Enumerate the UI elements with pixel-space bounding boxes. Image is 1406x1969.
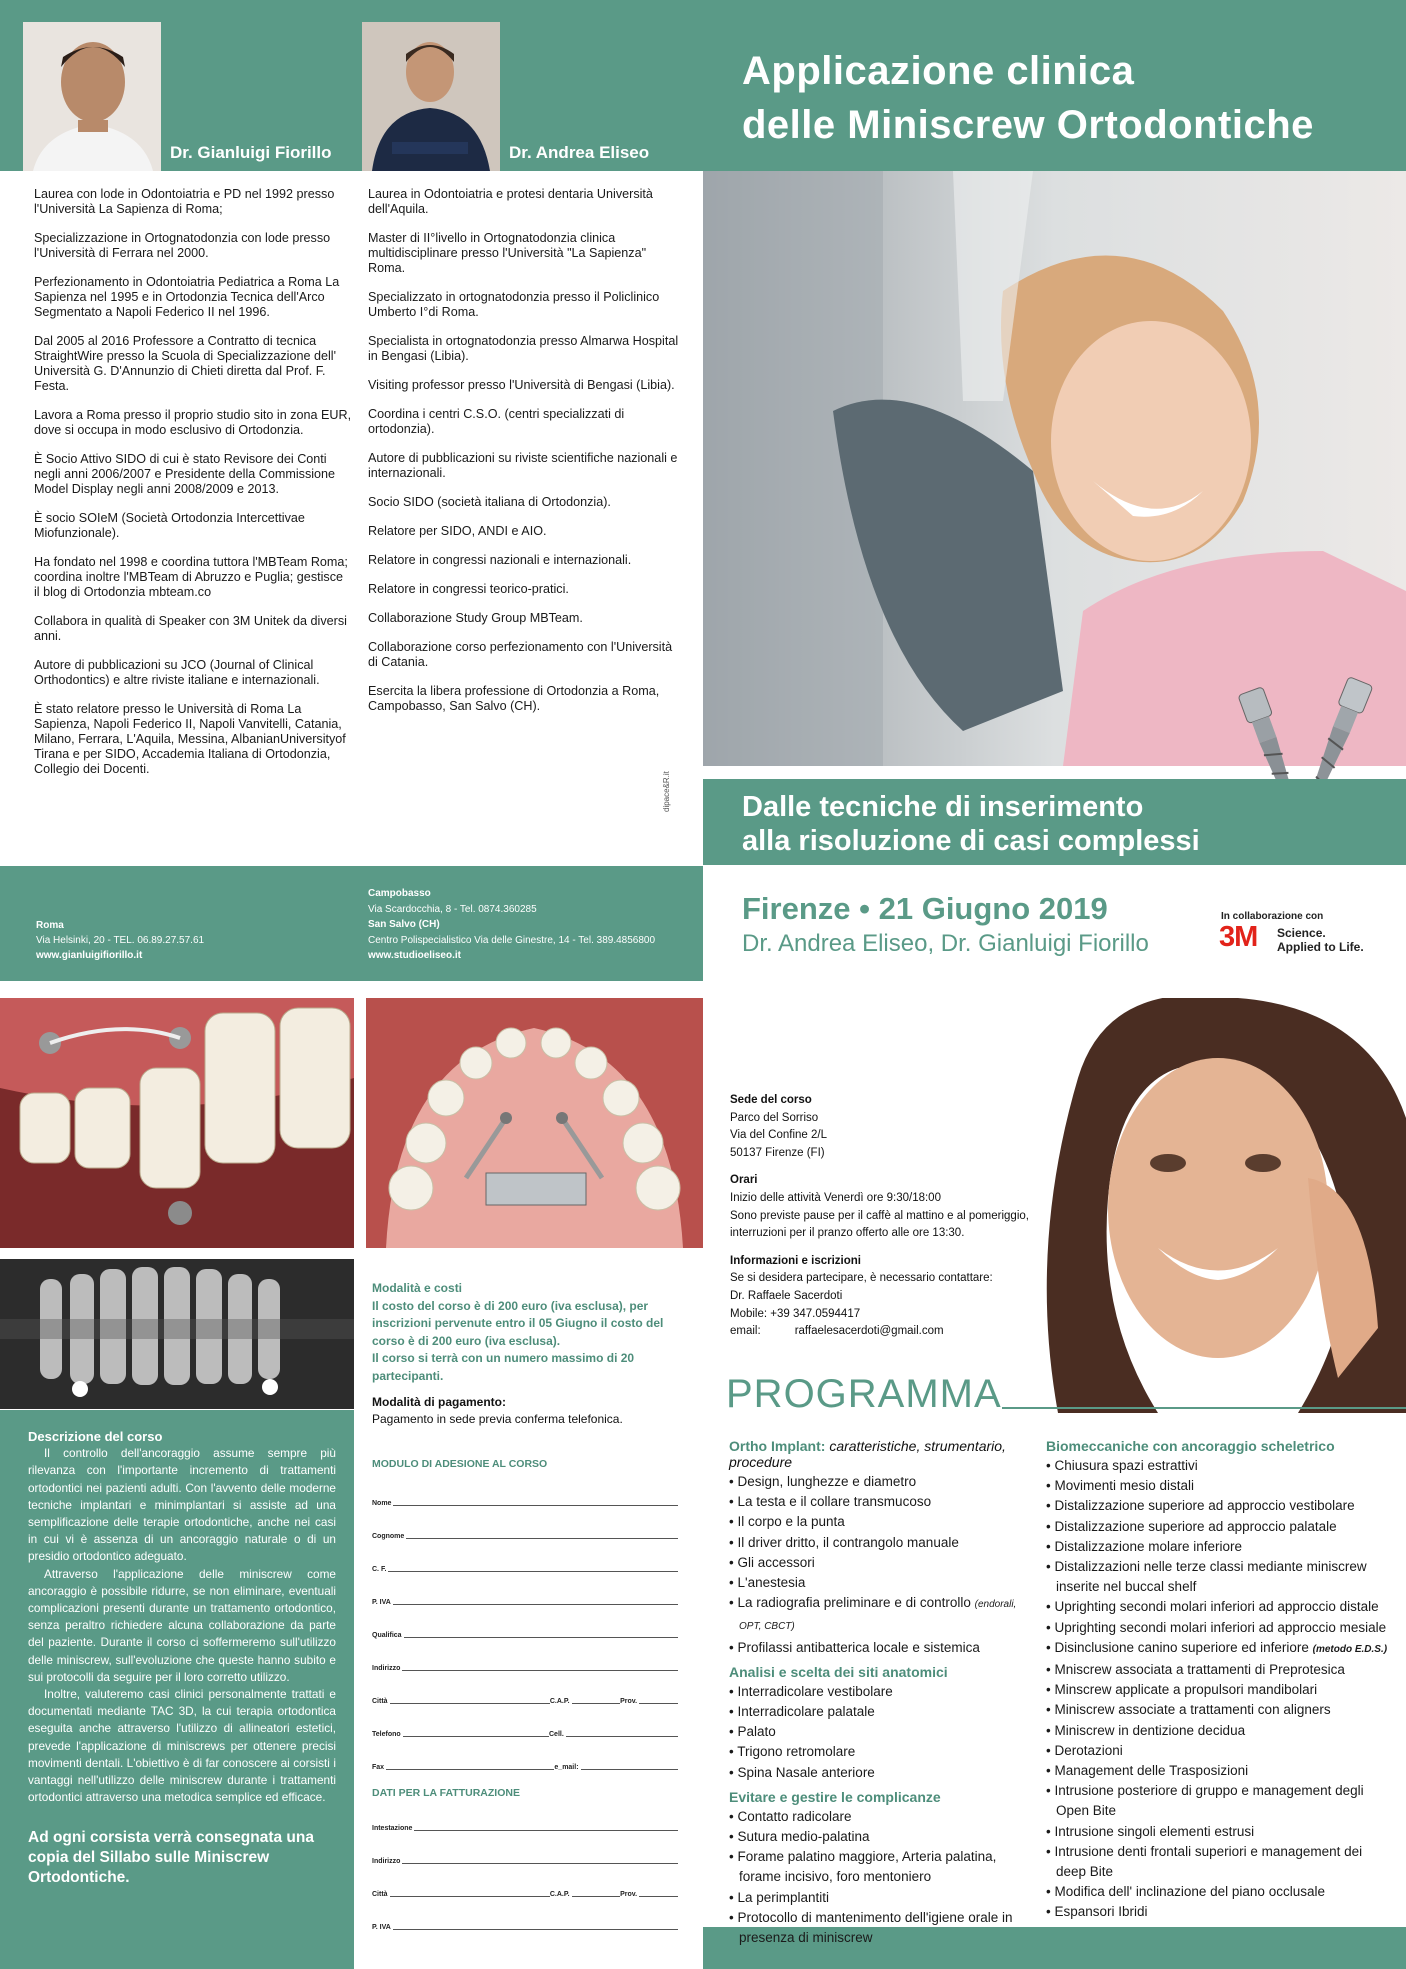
- contact-eliseo: [368, 886, 655, 964]
- venue-line1: Parco del Sorriso: [730, 1111, 819, 1124]
- bio1-paragraph: È socio SOIeM (Società Ortodonzia Intercettivae Miofunzionale).: [34, 511, 305, 540]
- billing-row-citta[interactable]: [372, 1865, 678, 1898]
- bio2-paragraph: Relatore in congressi nazionali e internazionali.: [368, 553, 632, 567]
- program-item-text: Design, lunghezze e diametro: [737, 1474, 917, 1489]
- registration-form: [372, 1458, 678, 1931]
- program-item: [729, 1573, 1039, 1593]
- program-section-heading: [729, 1789, 1039, 1805]
- doctor2-name: Dr. Andrea Eliseo: [509, 143, 650, 162]
- program-item: [1046, 1721, 1392, 1741]
- program-item-text: Intrusione singoli elementi estrusi: [1054, 1823, 1255, 1839]
- program-item: [729, 1553, 1039, 1573]
- form-field-line: [388, 1571, 678, 1572]
- bio2-paragraph: Socio SIDO (società italiana di Ortodonzia).: [368, 495, 611, 509]
- program-item: [729, 1472, 1039, 1492]
- program-item-text: Miniscrew in dentizione decidua: [1054, 1722, 1246, 1738]
- program-item: [1046, 1882, 1392, 1902]
- form-row-field[interactable]: [372, 1606, 678, 1639]
- program-item-text: Sutura medio-palatina: [737, 1829, 870, 1845]
- program-item-text: Interradicolare vestibolare: [737, 1683, 893, 1699]
- program-item: [1046, 1822, 1392, 1842]
- program-item-text: Il corpo e la punta: [737, 1514, 845, 1530]
- form-row-field[interactable]: [372, 1507, 678, 1540]
- program-item: [1046, 1842, 1392, 1882]
- program-item-text: Disinclusione canino superiore ed inferiore: [1054, 1639, 1309, 1655]
- form-label-cap: C.A.P.: [549, 1698, 570, 1705]
- program-item-text: Intrusione denti frontali superiori e management dei deep Bite: [1054, 1843, 1363, 1880]
- program-item: [1046, 1597, 1392, 1617]
- info-email-label: email:: [730, 1325, 761, 1338]
- cb-city: Campobasso: [368, 888, 431, 899]
- roma-address: Via Helsinki, 20 - TEL. 06.89.27.57.61: [36, 935, 205, 946]
- hours-line3: interruzioni per il pranzo offerto alle ore 13:30.: [730, 1227, 965, 1240]
- program-item-text: Profilassi antibatterica locale e sistemica: [737, 1639, 980, 1655]
- costs-title: Modalità e costi: [372, 1281, 463, 1295]
- form-row-field[interactable]: [372, 1639, 678, 1672]
- program-item-text: Protocollo di mantenimento dell'igiene orale in presenza di miniscrew: [737, 1909, 1013, 1946]
- description-p3: Inoltre, valuteremo casi clinici personalmente trattati e documentati mediante TAC 3D, la cui terapia ortodontica eseguita anche attraverso l'utilizzo di allineatori estetici, prevede l'applicazione di miniscrews per ottenere precisi movimenti dentali. L'obiettivo è di far conoscere ai corsisti i vantaggi nell'utilizzo delle miniscrew durante i trattamenti ortodontici attraverso una metodica semplice ed efficace.: [28, 1687, 336, 1805]
- tagline-1: Science.: [1277, 926, 1326, 940]
- program-item: [1046, 1557, 1392, 1597]
- form-label-email: e_mail:: [554, 1764, 579, 1771]
- costs-section: [372, 1280, 690, 1429]
- program-item: [729, 1847, 1039, 1887]
- form-field-line: [393, 1604, 678, 1605]
- smiling-woman-photo: [1038, 998, 1406, 1413]
- program-item: [729, 1888, 1039, 1908]
- form-field-line: [406, 1538, 678, 1539]
- course-subtitle: [742, 790, 1200, 858]
- billing-field-label: Indirizzo: [372, 1858, 401, 1865]
- program-item: [729, 1827, 1039, 1847]
- bio2-paragraph: Laurea in Odontoiatria e protesi dentaria Università dell'Aquila.: [368, 187, 653, 216]
- info-title: Informazioni e iscrizioni: [730, 1254, 861, 1267]
- program-item-text: Forame palatino maggiore, Arteria palatina, forame incisivo, foro mentoniero: [737, 1849, 997, 1885]
- program-item-text: Minscrew applicate a propulsori mandibolari: [1054, 1682, 1318, 1698]
- form-title: MODULO DI ADESIONE AL CORSO: [372, 1458, 548, 1470]
- form-field-line: [402, 1670, 678, 1671]
- form-row-citta[interactable]: [372, 1672, 678, 1705]
- payment-text: Pagamento in sede previa conferma telefonica.: [372, 1412, 623, 1427]
- program-item-text: Management delle Trasposizioni: [1054, 1763, 1249, 1779]
- billing-field-label: Intestazione: [372, 1825, 413, 1832]
- program-item-text: L'anestesia: [737, 1575, 806, 1591]
- doctor2-photo: [362, 22, 500, 171]
- description-p2: Attraverso l'applicazione delle miniscrew come ancoraggio è possibile ridurre, se non eliminare, eventuali complicazioni presenti durante un trattamento ortodontico, senza peraltro richiedere alcuna collaborazione da parte del paziente. Durante il corso ci soffermeremo sull'utilizzo delle miniscrew, sull'evoluzione che queste hanno subito e sui protocolli da seguire per il loro corretto utilizzo.: [28, 1566, 336, 1684]
- program-item: [1046, 1700, 1392, 1720]
- bio1-paragraph: È Socio Attivo SIDO di cui è stato Revisore dei Conti negli anni 2006/2007 e Presidente della Commissione Model Display negli anni 2008/2009 e 2013.: [34, 452, 336, 496]
- program-item-text: Mniscrew associata a trattamenti di Preprotesica: [1054, 1662, 1345, 1678]
- program-item: [1046, 1902, 1392, 1922]
- program-item-note: (metodo E.D.S.): [1312, 1643, 1388, 1655]
- program-item-text: Distalizzazione superiore ad approccio palatale: [1054, 1518, 1337, 1534]
- clinical-photo-2: [366, 998, 703, 1248]
- ss-address: Centro Polispecialistico Via delle Ginestre, 14 - Tel. 389.4856800: [368, 934, 656, 946]
- form-field-label: Indirizzo: [372, 1665, 401, 1672]
- description-closing: Ad ogni corsista verrà consegnata una copia del Sillabo sulle Miniscrew Ortodontiche.: [28, 1829, 314, 1887]
- hours-line1: Inizio delle attività Venerdì ore 9:30/18:00: [730, 1191, 941, 1204]
- roma-website[interactable]: www.gianluigifiorillo.it: [36, 950, 143, 961]
- program-item: [729, 1908, 1039, 1948]
- program-item-text: La testa e il collare transmucoso: [737, 1494, 932, 1510]
- venue-line2: Via del Confine 2/L: [730, 1129, 827, 1142]
- bio1-paragraph: Collabora in qualità di Speaker con 3M Unitek da diversi anni.: [34, 614, 347, 643]
- contact-roma: [36, 918, 204, 963]
- program-item-text: Il driver dritto, il contrangolo manuale: [737, 1534, 959, 1550]
- form-row-telefono[interactable]: [372, 1705, 678, 1738]
- form-field-label: Nome: [372, 1500, 392, 1507]
- bio1-paragraph: Autore di pubblicazioni su JCO (Journal of Clinical Orthodontics) e altre riviste italiane e internazionali.: [34, 658, 320, 687]
- bio-fiorillo: [34, 187, 352, 791]
- program-item-text: Espansori Ibridi: [1054, 1904, 1148, 1920]
- program-item-text: Gli accessori: [737, 1554, 815, 1570]
- bio1-paragraph: Lavora a Roma presso il proprio studio sito in zona EUR, dove si occupa in modo esclusivo di Ortodonzia.: [34, 408, 352, 437]
- program-item-text: Intrusione posteriore di gruppo e management degli Open Bite: [1054, 1783, 1364, 1819]
- program-item: [1046, 1741, 1392, 1761]
- program-item-text: Modifica dell' inclinazione del piano occlusale: [1054, 1884, 1325, 1900]
- form-row-field[interactable]: [372, 1474, 678, 1507]
- subtitle-line2: alla risoluzione di casi complessi: [742, 825, 1200, 857]
- bio2-paragraph: Autore di pubblicazioni su riviste scientifiche nazionali e internazionali.: [368, 451, 678, 480]
- program-item: [729, 1593, 1039, 1637]
- billing-row-field[interactable]: [372, 1832, 678, 1865]
- bio2-paragraph: Relatore per SIDO, ANDI e AIO.: [368, 524, 547, 538]
- program-item-text: Distalizzazione molare inferiore: [1054, 1538, 1243, 1554]
- info-email[interactable]: raffaelesacerdoti@gmail.com: [794, 1325, 944, 1338]
- bio2-paragraph: Collaborazione corso perfezionamento con l'Università di Catania.: [368, 640, 673, 669]
- miniscrew-illustration-front: [1230, 676, 1380, 906]
- cb-address: Via Scardocchia, 8 - Tel. 0874.360285: [368, 903, 537, 915]
- program-item: [1046, 1496, 1392, 1516]
- bio2-paragraph: Coordina i centri C.S.O. (centri specializzati di ortodonzia).: [368, 407, 625, 436]
- subtitle-line1: Dalle tecniche di inserimento: [742, 791, 1144, 823]
- description-p1: Il controllo dell'ancoraggio assume sempre più rilevanza con l'importante incremento di trattamenti ortodontici nei pazienti adulti. Con l'avvento delle moderne tecniche implantari e minimplantari si assiste ad una semplificazione delle terapie ortodontiche, anche nei casi in cui vi è assenza di un ancoraggio naturale o di un presidio ortodontico adeguato.: [28, 1446, 336, 1564]
- program-item: [729, 1763, 1039, 1783]
- form-label-citta: Città: [372, 1698, 388, 1705]
- program-item-text: Chiusura spazi estrattivi: [1054, 1458, 1198, 1473]
- program-item-text: La radiografia preliminare e di controllo: [737, 1595, 971, 1611]
- program-item-text: Uprighting secondi molari inferiori ad approccio distale: [1054, 1599, 1379, 1615]
- program-item: [1046, 1781, 1392, 1821]
- bio2-paragraph: Esercita la libera professione di Ortodonzia a Roma, Campobasso, San Salvo (CH).: [368, 684, 660, 713]
- program-item-text: Interradicolare palatale: [737, 1704, 875, 1720]
- bio2-paragraph: Master di II°livello in Ortognatodonzia clinica multidisciplinare presso l'Università "La Sapienza" Roma.: [368, 231, 647, 275]
- program-item-text: Movimenti mesio distali: [1054, 1478, 1195, 1494]
- billing-title: DATI PER LA FATTURAZIONE: [372, 1787, 520, 1799]
- program-item: [729, 1533, 1039, 1553]
- info-email-row: [730, 1323, 1050, 1341]
- program-heading-rule: [1002, 1407, 1406, 1409]
- venue-line3: 50137 Firenze (FI): [730, 1146, 825, 1159]
- program-item: [1046, 1537, 1392, 1557]
- program-item-text: Uprighting secondi molari inferiori ad approccio mesiale: [1054, 1619, 1387, 1635]
- program-item-text: Trigono retromolare: [737, 1744, 856, 1760]
- course-venue-info: [730, 1092, 1050, 1341]
- doctor1-name: Dr. Gianluigi Fiorillo: [170, 143, 332, 162]
- program-item: [1046, 1680, 1392, 1700]
- bio1-paragraph: Perfezionamento in Odontoiatria Pediatrica a Roma La Sapienza nel 1995 e in Ortodonzia Tecnica dell'Arco Segmentato a Napoli Federico II nel 1996.: [34, 275, 340, 319]
- program-section-heading: [729, 1438, 1039, 1470]
- program-col1: [729, 1432, 1039, 1948]
- program-item-text: Palato: [737, 1724, 776, 1740]
- program-section-heading: [729, 1664, 1039, 1680]
- form-label-telefono: Telefono: [372, 1731, 401, 1738]
- course-title: [742, 44, 1314, 152]
- form-field-label: P. IVA: [372, 1599, 391, 1606]
- billing-row-field[interactable]: [372, 1799, 678, 1832]
- info-line3: Mobile: +39 347.0594417: [730, 1307, 861, 1320]
- doctor1-photo: [23, 22, 161, 171]
- payment-title: Modalità di pagamento:: [372, 1394, 507, 1409]
- program-item-text: Spina Nasale anteriore: [737, 1764, 875, 1780]
- bio1-paragraph: Dal 2005 al 2016 Professore a Contratto di tecnica StraightWire presso la Scuola di Specializzazione dell' Università G. D'Annunzio di Chieti diretta dal Prof. F. Festa.: [34, 334, 337, 393]
- program-item: [1046, 1456, 1392, 1476]
- course-title-line1: Applicazione clinica: [742, 49, 1135, 93]
- bio2-paragraph: Visiting professor presso l'Università di Bengasi (Libia).: [368, 378, 675, 392]
- program-item-text: Miniscrew associate a trattamenti con aligners: [1054, 1702, 1331, 1718]
- program-item: [1046, 1517, 1392, 1537]
- bio-eliseo: [368, 187, 684, 728]
- form-field-line: [404, 1637, 678, 1638]
- program-item: [729, 1722, 1039, 1742]
- billing-label-citta: Città: [372, 1891, 388, 1898]
- program-item-note: (endorali, OPT, CBCT): [739, 1599, 1017, 1633]
- program-item: [1046, 1476, 1392, 1496]
- program-heading: PROGRAMMA: [726, 1372, 1002, 1416]
- program-item: [729, 1492, 1039, 1512]
- program-item: [729, 1742, 1039, 1762]
- billing-row-piva[interactable]: [372, 1898, 678, 1931]
- program-item: [729, 1638, 1039, 1658]
- bio2-paragraph: Collaborazione Study Group MBTeam.: [368, 611, 583, 625]
- form-field-line: [393, 1505, 678, 1506]
- form-label-prov: Prov.: [620, 1698, 638, 1705]
- billing-field-line: [402, 1863, 678, 1864]
- clinical-photo-1: [0, 998, 354, 1248]
- eliseo-website[interactable]: www.studioeliseo.it: [368, 950, 461, 961]
- info-line1: Se si desidera partecipare, è necessario contattare:: [730, 1272, 993, 1285]
- program-title: [726, 1372, 1406, 1417]
- program-item: [1046, 1638, 1392, 1660]
- form-row-fax[interactable]: [372, 1738, 678, 1771]
- course-description: [28, 1428, 336, 1888]
- program-item-text: Contatto radicolare: [737, 1808, 852, 1824]
- form-row-field[interactable]: [372, 1573, 678, 1606]
- billing-field-line: [414, 1830, 678, 1831]
- program-item: [1046, 1660, 1392, 1680]
- program-item: [729, 1702, 1039, 1722]
- venue-title: Sede del corso: [730, 1094, 812, 1106]
- event-place-date: Firenze • 21 Giugno 2019: [742, 891, 1108, 926]
- hours-line2: Sono previste pause per il caffè al mattino e al pomeriggio,: [730, 1209, 1029, 1222]
- form-label-cell: Cell.: [549, 1731, 564, 1738]
- bio1-paragraph: È stato relatore presso le Università di Roma La Sapienza, Napoli Federico II, Napoli Vanvitelli, Catania, Milano, Ferrara, L'Aquila, Messina, AlbanianUniversityof Tirana e per SIDO, Accademia Italiana di Ortodonzia, Collegio dei Docenti.: [34, 702, 346, 776]
- program-item: [1046, 1761, 1392, 1781]
- program-item-text: Distalizzazioni nelle terze classi mediante miniscrew inserite nel buccal shelf: [1054, 1559, 1367, 1595]
- event-speakers: Dr. Andrea Eliseo, Dr. Gianluigi Fiorillo: [742, 930, 1149, 957]
- xray-photo: [0, 1259, 354, 1409]
- info-line2: Dr. Raffaele Sacerdoti: [730, 1289, 843, 1302]
- billing-label-prov: Prov.: [620, 1891, 638, 1898]
- form-field-label: Qualifica: [372, 1632, 402, 1639]
- collab-label: In collaborazione con: [1221, 911, 1324, 922]
- program-section-subtitle: caratteristiche, strumentario, procedure: [729, 1438, 1006, 1470]
- program-item-text: Distalizzazione superiore ad approccio vestibolare: [1054, 1498, 1355, 1514]
- program-item: [729, 1807, 1039, 1827]
- program-col2-heading: Biomeccaniche con ancoraggio scheletrico: [1046, 1438, 1335, 1454]
- bio2-paragraph: Specialista in ortognatodonzia presso Almarwa Hospital in Bengasi (Libia).: [368, 334, 679, 363]
- form-field-label: Cognome: [372, 1533, 405, 1540]
- costs-text2: Il corso si terrà con un numero massimo di 20 partecipanti.: [372, 1351, 635, 1383]
- design-credit: dipace&R.it: [662, 771, 671, 812]
- course-title-line2: delle Miniscrew Ortodontiche: [742, 103, 1314, 147]
- form-row-field[interactable]: [372, 1540, 678, 1573]
- program-section-title: Evitare e gestire le complicanze: [729, 1788, 941, 1805]
- bio1-paragraph: Specializzazione in Ortognatodonzia con lode presso l'Università di Ferrara nel 2000.: [34, 231, 331, 260]
- form-label-fax: Fax: [372, 1764, 385, 1771]
- program-section-title: Analisi e scelta dei siti anatomici: [729, 1663, 948, 1680]
- bio2-paragraph: Specializzato in ortognatodonzia presso il Policlinico Umberto I°di Roma.: [368, 290, 660, 319]
- program-col2: [1046, 1432, 1392, 1923]
- roma-city: Roma: [36, 920, 64, 931]
- hours-title: Orari: [730, 1174, 758, 1187]
- bio1-paragraph: Laurea con lode in Odontoiatria e PD nel 1992 presso l'Università La Sapienza di Roma;: [34, 187, 335, 216]
- billing-label-cap: C.A.P.: [549, 1891, 570, 1898]
- description-title: Descrizione del corso: [28, 1429, 163, 1444]
- form-field-label: C. F.: [372, 1566, 387, 1573]
- logo-3m-tagline: [1277, 926, 1364, 954]
- costs-text: Il costo del corso è di 200 euro (iva esclusa), per inscrizioni pervenute entro il 05 Giugno il costo del corso è di 200 euro (iva esclusa).: [372, 1298, 664, 1348]
- program-item-text: Derotazioni: [1054, 1742, 1123, 1758]
- program-item: [729, 1512, 1039, 1532]
- logo-3m: 3M: [1219, 921, 1258, 953]
- program-item: [1046, 1618, 1392, 1638]
- ss-city: San Salvo (CH): [368, 919, 440, 930]
- bio1-paragraph: Ha fondato nel 1998 e coordina tuttora l'MBTeam Roma; coordina inoltre l'MBTeam di Abruzzo e Puglia; gestisce il blog di Ortodonzia mbteam.co: [34, 555, 348, 599]
- program-item-text: La perimplantiti: [737, 1889, 830, 1905]
- program-item: [729, 1682, 1039, 1702]
- tagline-2: Applied to Life.: [1277, 940, 1364, 954]
- program-section-title: Ortho Implant:: [729, 1438, 826, 1454]
- billing-label-piva: P. IVA: [372, 1924, 391, 1931]
- bio2-paragraph: Relatore in congressi teorico-pratici.: [368, 582, 569, 596]
